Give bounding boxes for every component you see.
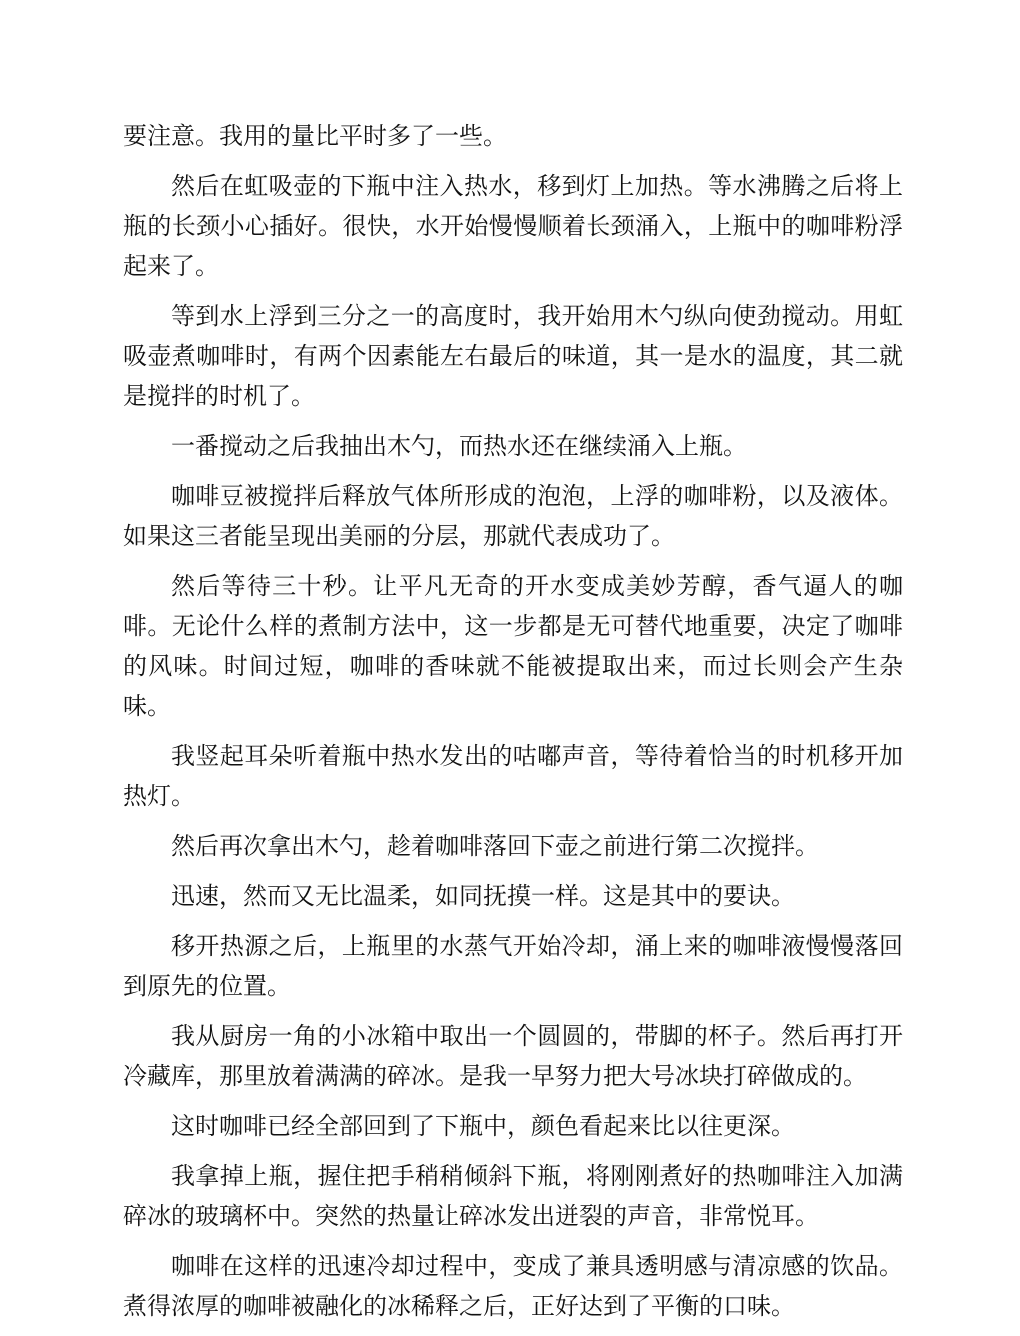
paragraph-1: 要注意。我用的量比平时多了一些。	[123, 122, 507, 150]
paragraph-6: 然后等待三十秒。让平凡无奇的开水变成美妙芳醇，香气逼人的咖啡。无论什么样的煮制方法中，这一步都是无可替代地重要，决定了咖啡的风味。时间过短，咖啡的香味就不能被提取出来，而过长则会产生杂味。	[123, 572, 903, 720]
paragraph-2: 然后在虹吸壶的下瓶中注入热水，移到灯上加热。等水沸腾之后将上瓶的长颈小心插好。很快，水开始慢慢顺着长颈涌入，上瓶中的咖啡粉浮起来了。	[123, 172, 903, 280]
paragraph-10: 移开热源之后，上瓶里的水蒸气开始冷却，涌上来的咖啡液慢慢落回到原先的位置。	[123, 932, 903, 1000]
body-text	[123, 116, 903, 1336]
paragraph-12: 这时咖啡已经全部回到了下瓶中，颜色看起来比以往更深。	[171, 1112, 795, 1140]
paragraph-9: 迅速，然而又无比温柔，如同抚摸一样。这是其中的要诀。	[171, 882, 795, 910]
paragraph-5: 咖啡豆被搅拌后释放气体所形成的泡泡，上浮的咖啡粉，以及液体。如果这三者能呈现出美丽的分层，那就代表成功了。	[123, 482, 903, 550]
paragraph-11: 我从厨房一角的小冰箱中取出一个圆圆的，带脚的杯子。然后再打开冷藏库，那里放着满满的碎冰。是我一早努力把大号冰块打碎做成的。	[123, 1022, 903, 1090]
paragraph-14: 咖啡在这样的迅速冷却过程中，变成了兼具透明感与清凉感的饮品。煮得浓厚的咖啡被融化的冰稀释之后，正好达到了平衡的口味。	[123, 1252, 903, 1320]
paragraph-13: 我拿掉上瓶，握住把手稍稍倾斜下瓶，将刚刚煮好的热咖啡注入加满碎冰的玻璃杯中。突然的热量让碎冰发出迸裂的声音，非常悦耳。	[123, 1162, 903, 1230]
paragraph-3: 等到水上浮到三分之一的高度时，我开始用木勺纵向使劲搅动。用虹吸壶煮咖啡时，有两个因素能左右最后的味道，其一是水的温度，其二就是搅拌的时机了。	[123, 302, 903, 410]
paragraph-7: 我竖起耳朵听着瓶中热水发出的咕嘟声音，等待着恰当的时机移开加热灯。	[123, 742, 903, 810]
paragraph-4: 一番搅动之后我抽出木勺，而热水还在继续涌入上瓶。	[171, 432, 747, 460]
paragraph-8: 然后再次拿出木勺，趁着咖啡落回下壶之前进行第二次搅拌。	[171, 832, 819, 860]
